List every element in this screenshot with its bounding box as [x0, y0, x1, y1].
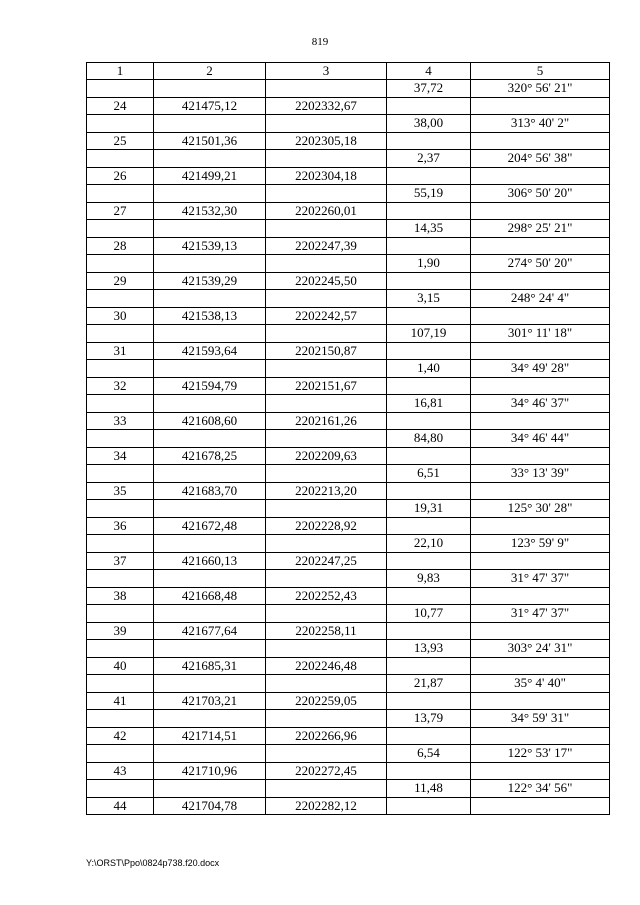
- table-header-row: [87, 63, 610, 80]
- table-cell: 41: [87, 692, 154, 710]
- table-cell: [154, 255, 266, 273]
- table-cell: [154, 605, 266, 623]
- table-cell: [266, 780, 387, 798]
- table-cell: [154, 290, 266, 308]
- table-cell: [387, 517, 471, 535]
- table-row: [87, 482, 610, 500]
- table-cell: 421672,48: [154, 517, 266, 535]
- table-cell: [87, 360, 154, 378]
- table-row: [87, 762, 610, 780]
- table-cell: [471, 692, 610, 710]
- table-cell: 1,90: [387, 255, 471, 273]
- table-row: [87, 587, 610, 605]
- table-cell: [387, 342, 471, 360]
- table-cell: 421539,29: [154, 272, 266, 290]
- table-cell: 306° 50' 20": [471, 185, 610, 203]
- header-cell: 4: [387, 63, 471, 80]
- table-cell: [266, 640, 387, 658]
- table-cell: [87, 255, 154, 273]
- table-cell: 2202260,01: [266, 202, 387, 220]
- table-cell: [87, 570, 154, 588]
- table-cell: 26: [87, 167, 154, 185]
- table-cell: [154, 465, 266, 483]
- table-row: [87, 570, 610, 588]
- table-cell: [87, 640, 154, 658]
- table-cell: 27: [87, 202, 154, 220]
- table-cell: 2202252,43: [266, 587, 387, 605]
- table-cell: [87, 675, 154, 693]
- table-cell: 421714,51: [154, 727, 266, 745]
- table-cell: [154, 500, 266, 518]
- table-cell: [154, 360, 266, 378]
- table-row: [87, 255, 610, 273]
- table-cell: [154, 430, 266, 448]
- table-cell: 33° 13' 39": [471, 465, 610, 483]
- table-cell: 11,48: [387, 780, 471, 798]
- header-cell: 1: [87, 63, 154, 80]
- table-cell: [154, 325, 266, 343]
- table-cell: 2202305,18: [266, 132, 387, 150]
- table-cell: [154, 220, 266, 238]
- table-cell: [387, 97, 471, 115]
- table-row: [87, 237, 610, 255]
- table-cell: [87, 780, 154, 798]
- table-cell: [387, 587, 471, 605]
- header-cell: 2: [154, 63, 266, 80]
- table-cell: [87, 465, 154, 483]
- table-cell: [387, 447, 471, 465]
- table-cell: [471, 202, 610, 220]
- table-cell: [387, 622, 471, 640]
- table-cell: 9,83: [387, 570, 471, 588]
- table-cell: [471, 132, 610, 150]
- table-cell: 2202247,39: [266, 237, 387, 255]
- table-cell: [471, 97, 610, 115]
- table-cell: 2202246,48: [266, 657, 387, 675]
- table-cell: 16,81: [387, 395, 471, 413]
- table-row: [87, 465, 610, 483]
- table-cell: [387, 167, 471, 185]
- table-cell: [266, 605, 387, 623]
- table-cell: [471, 272, 610, 290]
- table-cell: 28: [87, 237, 154, 255]
- table-cell: 421683,70: [154, 482, 266, 500]
- header-cell: 5: [471, 63, 610, 80]
- table-cell: [387, 412, 471, 430]
- table-cell: 33: [87, 412, 154, 430]
- table-cell: 30: [87, 307, 154, 325]
- table-cell: [387, 202, 471, 220]
- table-cell: 6,51: [387, 465, 471, 483]
- table-cell: [266, 570, 387, 588]
- page-number: 819: [311, 36, 329, 48]
- table-row: [87, 675, 610, 693]
- table-cell: 2202332,67: [266, 97, 387, 115]
- table-cell: [87, 710, 154, 728]
- table-cell: [154, 570, 266, 588]
- table-cell: 31: [87, 342, 154, 360]
- table-cell: [387, 657, 471, 675]
- table-cell: 421678,25: [154, 447, 266, 465]
- table-cell: 29: [87, 272, 154, 290]
- table-cell: 107,19: [387, 325, 471, 343]
- table-cell: [387, 307, 471, 325]
- table-row: [87, 97, 610, 115]
- table-cell: 2202209,63: [266, 447, 387, 465]
- table-row: [87, 272, 610, 290]
- table-cell: [471, 482, 610, 500]
- table-cell: [154, 395, 266, 413]
- table-cell: 421608,60: [154, 412, 266, 430]
- table-row: [87, 290, 610, 308]
- table-cell: 22,10: [387, 535, 471, 553]
- table-cell: 303° 24' 31": [471, 640, 610, 658]
- table-cell: 2202259,05: [266, 692, 387, 710]
- table-cell: 421539,13: [154, 237, 266, 255]
- table-cell: [471, 517, 610, 535]
- table-cell: [471, 657, 610, 675]
- table-cell: [154, 710, 266, 728]
- table-cell: [387, 552, 471, 570]
- table-cell: 2202258,11: [266, 622, 387, 640]
- table-cell: 37: [87, 552, 154, 570]
- table-cell: 14,35: [387, 220, 471, 238]
- table-cell: [154, 185, 266, 203]
- table-cell: 34° 59' 31": [471, 710, 610, 728]
- table-row: [87, 430, 610, 448]
- table-cell: 25: [87, 132, 154, 150]
- table-cell: 2202304,18: [266, 167, 387, 185]
- table-cell: [87, 430, 154, 448]
- table-row: [87, 220, 610, 238]
- table-row: [87, 500, 610, 518]
- table-cell: 31° 47' 37": [471, 605, 610, 623]
- table-row: [87, 202, 610, 220]
- table-cell: [266, 500, 387, 518]
- table-row: [87, 307, 610, 325]
- table-cell: 35° 4' 40": [471, 675, 610, 693]
- table-row: [87, 150, 610, 168]
- header-cell: 3: [266, 63, 387, 80]
- table-cell: 21,87: [387, 675, 471, 693]
- table-row: [87, 325, 610, 343]
- table-cell: [154, 640, 266, 658]
- table-cell: [87, 605, 154, 623]
- table-cell: [471, 447, 610, 465]
- table-cell: [266, 430, 387, 448]
- table-cell: 123° 59' 9": [471, 535, 610, 553]
- table-cell: 84,80: [387, 430, 471, 448]
- table-cell: 42: [87, 727, 154, 745]
- table-cell: 37,72: [387, 80, 471, 98]
- table-cell: [471, 342, 610, 360]
- table-cell: [387, 237, 471, 255]
- table-cell: [154, 80, 266, 98]
- table-cell: 43: [87, 762, 154, 780]
- table-cell: [471, 237, 610, 255]
- table-row: [87, 115, 610, 133]
- table-cell: 2202282,12: [266, 797, 387, 815]
- table-cell: 421499,21: [154, 167, 266, 185]
- table-cell: [387, 377, 471, 395]
- table-cell: 2202245,50: [266, 272, 387, 290]
- table-cell: 421501,36: [154, 132, 266, 150]
- table-row: [87, 167, 610, 185]
- table-cell: [387, 762, 471, 780]
- table-cell: [266, 465, 387, 483]
- table-cell: [154, 535, 266, 553]
- table-cell: [387, 692, 471, 710]
- table-cell: [266, 360, 387, 378]
- table-cell: [471, 307, 610, 325]
- table-cell: [87, 80, 154, 98]
- table-cell: 34: [87, 447, 154, 465]
- table-cell: 421710,96: [154, 762, 266, 780]
- table-row: [87, 342, 610, 360]
- table-cell: 2202272,45: [266, 762, 387, 780]
- table-cell: 13,79: [387, 710, 471, 728]
- table-cell: [471, 167, 610, 185]
- table-cell: [266, 710, 387, 728]
- table-cell: 421594,79: [154, 377, 266, 395]
- table-cell: 421593,64: [154, 342, 266, 360]
- table-cell: 6,54: [387, 745, 471, 763]
- table-cell: 2202247,25: [266, 552, 387, 570]
- table-cell: 2202266,96: [266, 727, 387, 745]
- table-cell: [387, 132, 471, 150]
- table-cell: 2202213,20: [266, 482, 387, 500]
- table-row: [87, 745, 610, 763]
- table-row: [87, 605, 610, 623]
- table-cell: [471, 412, 610, 430]
- table-cell: 122° 34' 56": [471, 780, 610, 798]
- table-cell: 44: [87, 797, 154, 815]
- table-cell: [471, 727, 610, 745]
- table-cell: [87, 290, 154, 308]
- table-cell: [87, 150, 154, 168]
- table-cell: [87, 220, 154, 238]
- table-cell: 320° 56' 21": [471, 80, 610, 98]
- table-cell: [154, 745, 266, 763]
- table-row: [87, 622, 610, 640]
- table-cell: 421475,12: [154, 97, 266, 115]
- table-cell: 421532,30: [154, 202, 266, 220]
- table-cell: 34° 46' 37": [471, 395, 610, 413]
- table-cell: 421660,13: [154, 552, 266, 570]
- table-row: [87, 797, 610, 815]
- table-cell: 3,15: [387, 290, 471, 308]
- table-cell: [87, 745, 154, 763]
- table-cell: 24: [87, 97, 154, 115]
- table-cell: [266, 150, 387, 168]
- table-cell: [154, 115, 266, 133]
- table-cell: [471, 552, 610, 570]
- table-cell: 2202151,67: [266, 377, 387, 395]
- table-cell: [387, 482, 471, 500]
- table-cell: 35: [87, 482, 154, 500]
- table-cell: 313° 40' 2": [471, 115, 610, 133]
- table-cell: 10,77: [387, 605, 471, 623]
- table-row: [87, 535, 610, 553]
- table-cell: 298° 25' 21": [471, 220, 610, 238]
- table-cell: 2202228,92: [266, 517, 387, 535]
- table-row: [87, 360, 610, 378]
- table-cell: 13,93: [387, 640, 471, 658]
- table-cell: 122° 53' 17": [471, 745, 610, 763]
- table-row: [87, 727, 610, 745]
- table-row: [87, 780, 610, 798]
- table-cell: [471, 377, 610, 395]
- table-cell: 204° 56' 38": [471, 150, 610, 168]
- table-cell: [387, 272, 471, 290]
- table-cell: 421538,13: [154, 307, 266, 325]
- table-cell: 38,00: [387, 115, 471, 133]
- table-row: [87, 447, 610, 465]
- table-cell: 1,40: [387, 360, 471, 378]
- table-row: [87, 395, 610, 413]
- table-cell: 19,31: [387, 500, 471, 518]
- table-cell: [87, 115, 154, 133]
- table-cell: [266, 290, 387, 308]
- table-cell: 2202161,26: [266, 412, 387, 430]
- table-row: [87, 692, 610, 710]
- table-cell: 421685,31: [154, 657, 266, 675]
- table-row: [87, 80, 610, 98]
- table-cell: 125° 30' 28": [471, 500, 610, 518]
- table-row: [87, 552, 610, 570]
- table-cell: 31° 47' 37": [471, 570, 610, 588]
- table-row: [87, 185, 610, 203]
- table-cell: [387, 797, 471, 815]
- table-row: [87, 412, 610, 430]
- table-cell: 36: [87, 517, 154, 535]
- table-cell: [471, 797, 610, 815]
- table-cell: [266, 115, 387, 133]
- table-cell: 2,37: [387, 150, 471, 168]
- table-cell: [87, 185, 154, 203]
- table-cell: [471, 762, 610, 780]
- table-cell: 39: [87, 622, 154, 640]
- file-path-footer: Y:\ORST\Ppo\0824p738.f20.docx: [86, 858, 220, 868]
- table-cell: 248° 24' 4": [471, 290, 610, 308]
- table-cell: [87, 395, 154, 413]
- table-row: [87, 640, 610, 658]
- table-cell: 421668,48: [154, 587, 266, 605]
- table-cell: 34° 49' 28": [471, 360, 610, 378]
- table-cell: [266, 325, 387, 343]
- table-cell: 32: [87, 377, 154, 395]
- table-cell: [154, 150, 266, 168]
- table-cell: 274° 50' 20": [471, 255, 610, 273]
- table-cell: [266, 535, 387, 553]
- table-cell: [387, 727, 471, 745]
- table-cell: 421703,21: [154, 692, 266, 710]
- table-cell: [266, 675, 387, 693]
- table-cell: [154, 780, 266, 798]
- table-cell: 40: [87, 657, 154, 675]
- table-cell: [471, 622, 610, 640]
- table-cell: [266, 395, 387, 413]
- table-row: [87, 377, 610, 395]
- table-cell: [266, 80, 387, 98]
- table-cell: 2202242,57: [266, 307, 387, 325]
- table-cell: 2202150,87: [266, 342, 387, 360]
- table-cell: [471, 587, 610, 605]
- coordinates-table: [86, 62, 610, 815]
- table-cell: [87, 500, 154, 518]
- table-cell: 421677,64: [154, 622, 266, 640]
- table-cell: [266, 745, 387, 763]
- table-cell: 301° 11' 18": [471, 325, 610, 343]
- table-cell: [87, 325, 154, 343]
- table-row: [87, 657, 610, 675]
- table-cell: [154, 675, 266, 693]
- table-cell: 34° 46' 44": [471, 430, 610, 448]
- table-row: [87, 710, 610, 728]
- table-row: [87, 517, 610, 535]
- table-cell: [266, 220, 387, 238]
- table-cell: [87, 535, 154, 553]
- table-cell: 38: [87, 587, 154, 605]
- table-cell: 55,19: [387, 185, 471, 203]
- table-cell: [266, 255, 387, 273]
- table-cell: [266, 185, 387, 203]
- table-row: [87, 132, 610, 150]
- table-cell: 421704,78: [154, 797, 266, 815]
